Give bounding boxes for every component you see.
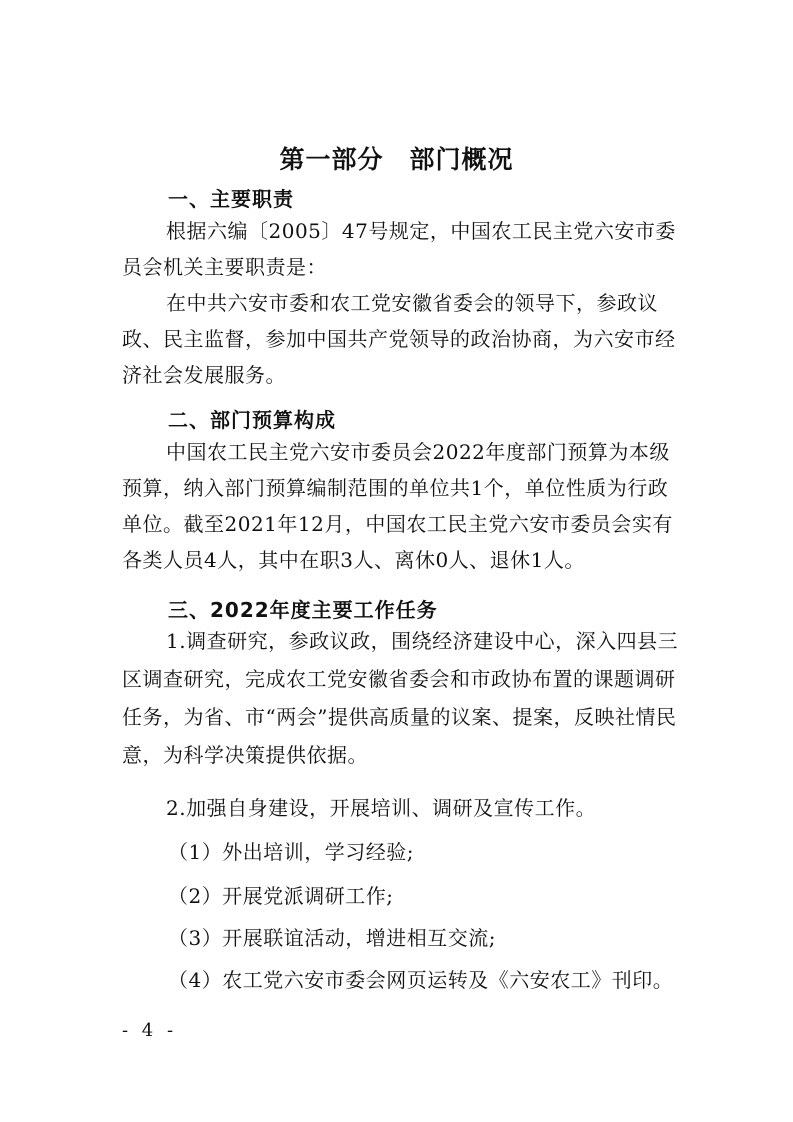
page-title: 第一部分 部门概况: [279, 145, 514, 174]
list-item: （4）农工党六安市委会网页运转及《六安农工》刊印。: [168, 968, 674, 992]
section-heading-budget: 二、部门预算构成: [168, 408, 336, 432]
list-item: （2）开展党派调研工作;: [168, 884, 394, 908]
paragraph-text: 根据六编〔2005〕47号规定，中国农工民主党六安市委员会机关主要职责是：: [122, 219, 676, 279]
paragraph-duties-content: [122, 285, 682, 393]
section-heading-tasks: 三、2022年度主要工作任务: [168, 598, 438, 622]
paragraph-text: 1.调查研究，参政议政，围绕经济建设中心，深入四县三区调查研究，完成农工党安徽省委会和市政协布置的课题调研任务，为省、市“两会”提供高质量的议案、提案，反映社情民意，为科学决策提供依据。: [122, 629, 679, 767]
page-number: - 4 -: [122, 1020, 178, 1041]
paragraph-text: 在中共六安市委和农工党安徽省委会的领导下，参政议政、民主监督，参加中国共产党领导的政治协商，为六安市经济社会发展服务。: [122, 291, 676, 387]
paragraph-task-2: [122, 790, 682, 826]
list-item: （3）开展联谊活动，增进相互交流;: [168, 926, 496, 950]
paragraph-text: 2.加强自身建设，开展培训、调研及宣传工作。: [166, 796, 597, 820]
list-item: （1）外出培训，学习经验;: [168, 840, 414, 864]
paragraph-task-1: [122, 622, 682, 774]
paragraph-duties-basis: [122, 213, 682, 285]
paragraph-budget: [122, 434, 682, 578]
paragraph-text: 中国农工民主党六安市委员会2022年度部门预算为本级预算，纳入部门预算编制范围的单位共1个，单位性质为行政单位。截至2021年12月，中国农工民主党六安市委员会实有各类人员4人，其中在职3人、离休0人、退休1人。: [122, 440, 673, 572]
section-heading-duties: 一、主要职责: [168, 187, 294, 211]
